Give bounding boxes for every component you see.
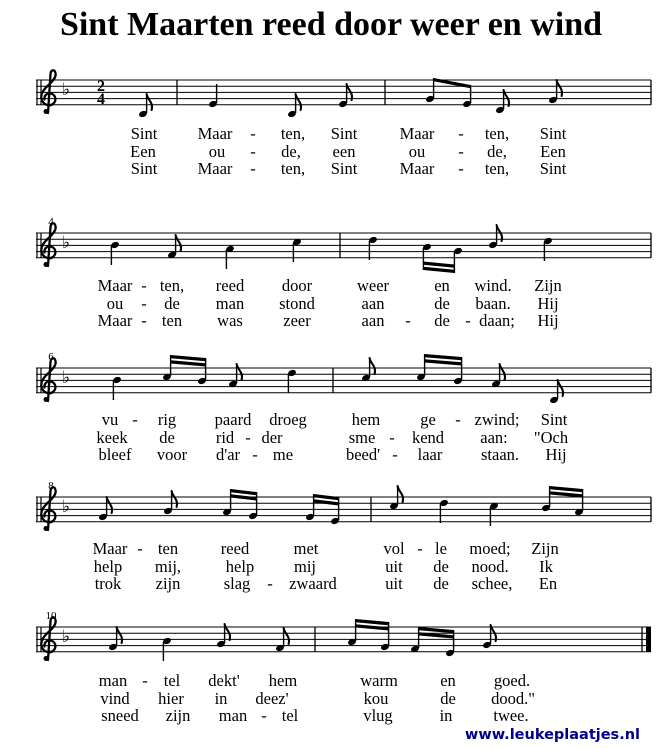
lyric-syllable: in — [439, 706, 453, 725]
lyric-hyphen: - — [389, 428, 395, 447]
eighth-flag-icon — [237, 364, 242, 380]
lyric-syllable: moed; — [469, 539, 511, 558]
lyric-syllable: hem — [268, 671, 298, 690]
lyric-syllable: twee. — [493, 706, 529, 725]
lyric-syllable: baan. — [475, 294, 511, 313]
lyric-hyphen: - — [141, 276, 147, 295]
eighth-flag-icon — [296, 94, 301, 110]
treble-clef-icon — [41, 487, 55, 530]
lyric-syllable: hem — [351, 410, 381, 429]
lyric-syllable: Hij — [537, 294, 559, 313]
beam — [231, 489, 257, 495]
lyric-syllable: ten — [161, 311, 183, 330]
beam — [314, 494, 339, 500]
lyric-syllable: hier — [158, 689, 184, 708]
eighth-flag-icon — [176, 235, 181, 251]
lyric-syllable: man — [98, 671, 128, 690]
lyric-hyphen: - — [132, 410, 138, 429]
lyric-hyphen: - — [142, 671, 148, 690]
eighth-flag-icon — [558, 380, 563, 396]
lyric-syllable: d'ar — [215, 445, 241, 464]
lyric-syllable: Hij — [537, 311, 559, 330]
lyric-syllable: de, — [281, 142, 301, 161]
lyric-syllable: door — [281, 276, 313, 295]
lyric-syllable: reed — [215, 276, 245, 295]
lyric-syllable: staan. — [480, 445, 520, 464]
lyric-syllable: zwind; — [474, 410, 520, 429]
beam — [423, 267, 454, 273]
flat-sign-icon: ♭ — [61, 80, 71, 100]
lyric-syllable: rig — [157, 410, 177, 429]
beam — [356, 624, 389, 630]
lyric-syllable: ten — [157, 539, 179, 558]
lyric-syllable: aan: — [480, 428, 508, 447]
beam — [231, 494, 257, 500]
measure-number: 6 — [48, 351, 54, 363]
beam — [425, 354, 462, 360]
measure-number: 10 — [45, 610, 57, 622]
lyric-syllable: ge — [420, 410, 436, 429]
lyric-syllable: zijn — [165, 706, 191, 725]
lyric-syllable: uit — [385, 574, 403, 593]
lyric-syllable: help — [93, 557, 123, 576]
lyric-hyphen: - — [137, 539, 143, 558]
flat-sign-icon: ♭ — [61, 233, 71, 253]
lyric-syllable: met — [293, 539, 319, 558]
lyric-syllable: paard — [214, 410, 252, 429]
lyric-syllable: Maar — [97, 311, 133, 330]
lyric-syllable: vu — [101, 410, 119, 429]
eighth-flag-icon — [147, 94, 152, 110]
website-watermark: www.leukeplaatjes.nl — [464, 727, 640, 743]
lyric-syllable: der — [261, 428, 283, 447]
lyric-hyphen: - — [252, 445, 258, 464]
lyric-syllable: man — [218, 706, 248, 725]
lyric-hyphen: - — [141, 294, 147, 313]
lyric-syllable: Hij — [545, 445, 567, 464]
lyric-syllable: Maar — [399, 159, 435, 178]
lyric-hyphen: - — [250, 142, 256, 161]
lyric-syllable: ou — [408, 142, 426, 161]
lyric-syllable: vlug — [363, 706, 393, 725]
lyric-syllable: droeg — [269, 410, 307, 429]
lyric-syllable: beed' — [345, 445, 381, 464]
lyric-syllable: tel — [281, 706, 299, 725]
beam — [550, 486, 583, 492]
lyric-syllable: trok — [94, 574, 122, 593]
lyric-syllable: Maar — [197, 159, 233, 178]
lyric-syllable: Maar — [97, 276, 133, 295]
lyric-syllable: kend — [411, 428, 445, 447]
time-signature-top: 2 — [97, 78, 105, 95]
lyric-syllable: aan — [361, 294, 385, 313]
lyric-syllable: vol — [383, 539, 405, 558]
lyric-syllable: daan; — [479, 311, 515, 330]
lyric-hyphen: - — [261, 706, 267, 725]
lyric-syllable: ten, — [280, 124, 306, 143]
lyric-hyphen: - — [250, 124, 256, 143]
lyric-syllable: Maar — [92, 539, 128, 558]
time-signature-bottom: 4 — [97, 91, 105, 108]
lyric-syllable: Sint — [539, 159, 567, 178]
measure-number: 8 — [48, 480, 54, 492]
lyric-syllable: rid — [215, 428, 235, 447]
eighth-flag-icon — [172, 491, 177, 507]
lyric-syllable: Maar — [399, 124, 435, 143]
lyric-syllable: schee, — [471, 574, 513, 593]
lyric-syllable: mij, — [154, 557, 182, 576]
treble-clef-icon — [41, 70, 55, 113]
lyric-syllable: ten, — [484, 159, 510, 178]
lyric-syllable: nood. — [471, 557, 509, 576]
lyric-syllable: ten, — [280, 159, 306, 178]
lyric-syllable: laar — [417, 445, 443, 464]
flat-sign-icon: ♭ — [61, 627, 71, 647]
lyric-syllable: sneed — [101, 706, 139, 725]
lyric-syllable: "Och — [533, 428, 569, 447]
lyric-hyphen: - — [417, 539, 423, 558]
lyric-syllable: slag — [223, 574, 251, 593]
lyric-syllable: kou — [363, 689, 389, 708]
treble-clef-icon — [41, 617, 55, 660]
lyric-syllable: warm — [360, 671, 398, 690]
lyric-syllable: ten, — [484, 124, 510, 143]
beam — [314, 499, 339, 505]
lyric-syllable: sme — [348, 428, 376, 447]
lyric-syllable: Een — [540, 142, 566, 161]
lyric-syllable: Sint — [130, 124, 158, 143]
lyric-syllable: voor — [156, 445, 188, 464]
lyric-syllable: ou — [208, 142, 226, 161]
beam — [171, 360, 206, 366]
lyric-syllable: weer — [356, 276, 390, 295]
lyric-syllable: in — [214, 689, 228, 708]
lyric-hyphen: - — [458, 142, 464, 161]
lyric-syllable: help — [225, 557, 255, 576]
lyric-syllable: goed. — [493, 671, 531, 690]
lyric-syllable: stond — [279, 294, 315, 313]
lyric-syllable: tel — [163, 671, 181, 690]
lyric-syllable: deez' — [255, 689, 289, 708]
eighth-flag-icon — [225, 624, 230, 640]
lyric-syllable: en — [440, 671, 456, 690]
lyric-syllable: ten, — [159, 276, 185, 295]
lyric-syllable: Sint — [130, 159, 158, 178]
eighth-flag-icon — [557, 80, 562, 96]
lyric-syllable: de, — [487, 142, 507, 161]
beam — [425, 359, 462, 365]
lyric-syllable: Sint — [330, 159, 358, 178]
song-title: Sint Maarten reed door weer en wind — [59, 6, 603, 43]
lyric-syllable: Zijn — [534, 276, 562, 295]
lyric-hyphen: - — [141, 311, 147, 330]
eighth-flag-icon — [117, 627, 122, 643]
lyric-syllable: le — [435, 539, 447, 558]
eighth-flag-icon — [107, 497, 112, 513]
lyric-syllable: de — [164, 294, 180, 313]
lyric-syllable: zwaard — [289, 574, 337, 593]
lyric-hyphen: - — [455, 410, 461, 429]
lyric-syllable: aan — [361, 311, 385, 330]
lyric-syllable: de — [159, 428, 175, 447]
lyric-syllable: de — [433, 574, 449, 593]
lyric-syllable: een — [332, 142, 356, 161]
lyric-syllable: Sint — [330, 124, 358, 143]
lyric-syllable: me — [272, 445, 294, 464]
lyric-syllable: was — [217, 311, 243, 330]
lyric-hyphen: - — [465, 311, 471, 330]
lyric-syllable: Maar — [197, 124, 233, 143]
lyric-hyphen: - — [392, 445, 398, 464]
lyric-hyphen: - — [458, 124, 464, 143]
lyric-hyphen: - — [458, 159, 464, 178]
lyric-syllable: Een — [130, 142, 156, 161]
eighth-flag-icon — [370, 358, 375, 374]
beam — [423, 262, 454, 268]
lyric-syllable: ou — [106, 294, 124, 313]
lyric-syllable: de — [434, 294, 450, 313]
lyric-syllable: keek — [96, 428, 128, 447]
treble-clef-icon — [41, 358, 55, 401]
lyric-hyphen: - — [405, 311, 411, 330]
eighth-flag-icon — [398, 486, 403, 502]
lyric-syllable: man — [215, 294, 245, 313]
lyric-syllable: de — [433, 557, 449, 576]
beam — [419, 627, 454, 633]
lyric-syllable: mij — [293, 557, 317, 576]
treble-clef-icon — [41, 223, 55, 266]
lyric-syllable: vind — [100, 689, 130, 708]
flat-sign-icon: ♭ — [61, 368, 71, 388]
lyric-syllable: en — [434, 276, 450, 295]
lyric-syllable: dood." — [491, 689, 535, 708]
lyric-syllable: reed — [220, 539, 250, 558]
lyric-syllable: wind. — [474, 276, 512, 295]
beam — [171, 355, 206, 361]
lyric-hyphen: - — [250, 159, 256, 178]
eighth-flag-icon — [284, 628, 289, 644]
lyric-syllable: dekt' — [208, 671, 240, 690]
lyric-syllable: zeer — [283, 311, 311, 330]
lyric-hyphen: - — [245, 428, 251, 447]
lyric-syllable: Sint — [539, 124, 567, 143]
lyric-syllable: Zijn — [531, 539, 559, 558]
measure-number: 4 — [48, 216, 54, 228]
lyric-syllable: Ik — [539, 557, 553, 576]
flat-sign-icon: ♭ — [61, 497, 71, 517]
lyric-hyphen: - — [267, 574, 273, 593]
lyric-syllable: Sint — [540, 410, 568, 429]
lyric-syllable: de — [440, 689, 456, 708]
lyric-syllable: En — [538, 574, 558, 593]
lyric-syllable: de — [434, 311, 450, 330]
lyric-syllable: bleef — [98, 445, 132, 464]
eighth-flag-icon — [500, 364, 505, 380]
beam — [356, 619, 389, 625]
lyric-syllable: uit — [385, 557, 403, 576]
lyric-syllable: zijn — [155, 574, 181, 593]
